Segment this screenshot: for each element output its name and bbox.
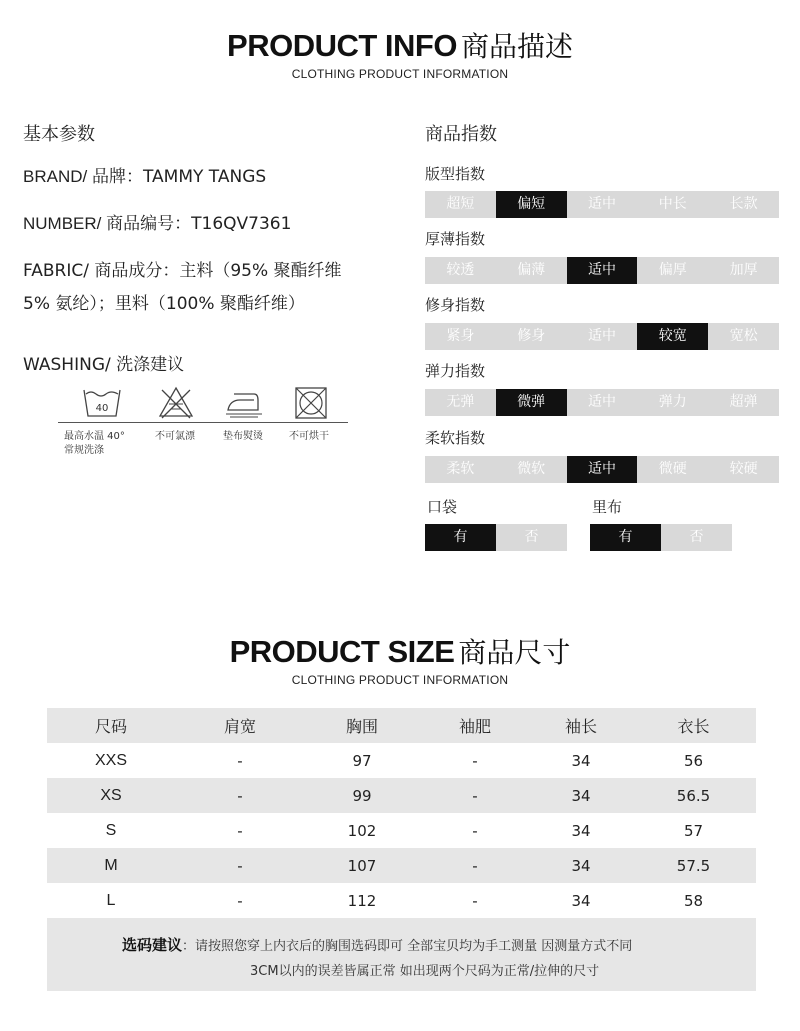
size-advice-text-1: ：请按照您穿上内衣后的胸围选码即可 全部宝贝均为手工测量 因测量方式不同 [182, 939, 633, 954]
scale-option: 中长 [637, 191, 708, 218]
fit-length-title: 版型指数 [425, 165, 486, 183]
table-row [47, 883, 756, 918]
fabric-line-2: 5% 氨纶）；里料（100% 聚酯纤维） [23, 294, 305, 314]
scale-option: 适中 [567, 323, 638, 350]
scale-option: 适中 [567, 456, 638, 483]
number-row [23, 209, 291, 234]
scale-option: 微软 [496, 456, 567, 483]
table-cell: 97 [352, 751, 372, 770]
size-advice-key: 选码建议 [122, 936, 183, 954]
product-size-subtitle: CLOTHING PRODUCT INFORMATION [291, 673, 509, 687]
product-info-subtitle: CLOTHING PRODUCT INFORMATION [291, 67, 509, 81]
iron-cloth-icon [224, 388, 264, 424]
scale-option: 较宽 [637, 323, 708, 350]
washing-label: WASHING/ 洗涤建议 [23, 355, 185, 375]
fit-length-scale [425, 191, 779, 218]
lining-title: 里布 [592, 498, 623, 516]
table-header-row [47, 708, 756, 743]
table-cell: 56.5 [631, 778, 756, 813]
table-cell: XS [47, 778, 175, 813]
table-row [47, 813, 756, 848]
lining-scale [590, 524, 732, 551]
no-bleach-icon [158, 386, 194, 424]
table-cell: 57.5 [631, 848, 756, 883]
scale-option: 偏短 [496, 191, 567, 218]
scale-option: 长款 [708, 191, 779, 218]
header-size: 尺码 [47, 708, 175, 743]
table-cell: - [237, 821, 243, 840]
table-cell: - [419, 848, 531, 883]
header-sleeve-width: 袖肥 [419, 708, 531, 743]
scale-option: 较透 [425, 257, 496, 284]
table-cell: 34 [571, 821, 591, 840]
table-row [47, 778, 756, 813]
header-shoulder: 肩宽 [175, 708, 305, 743]
scale-option: 无弹 [425, 389, 496, 416]
softness-scale [425, 456, 779, 483]
table-cell: 34 [531, 778, 631, 813]
elasticity-title: 弹力指数 [425, 362, 486, 380]
scale-option: 弹力 [637, 389, 708, 416]
no-tumble-dry-icon [294, 386, 328, 424]
table-cell: 99 [305, 778, 419, 813]
product-info-title-en: PRODUCT INFO [227, 28, 457, 63]
table-cell: M [47, 848, 175, 883]
table-cell: 58 [683, 891, 704, 910]
product-size-title-en: PRODUCT SIZE [229, 634, 455, 669]
table-cell: - [472, 751, 478, 770]
table-cell: - [175, 848, 305, 883]
scale-option: 否 [661, 524, 732, 551]
number-value: T16QV7361 [191, 214, 292, 234]
scale-option: 适中 [567, 389, 638, 416]
product-info-title-cn: 商品描述 [460, 30, 573, 63]
scale-option: 偏薄 [496, 257, 567, 284]
table-cell: 107 [305, 848, 419, 883]
product-size-title-cn: 商品尺寸 [458, 636, 571, 669]
table-cell: - [472, 821, 478, 840]
table-cell: S [105, 821, 117, 839]
header-length: 衣长 [631, 708, 756, 743]
scale-option: 适中 [567, 191, 638, 218]
table-cell: - [237, 891, 243, 910]
header-sleeve-length: 袖长 [531, 708, 631, 743]
size-table [47, 708, 756, 918]
scale-option: 加厚 [708, 257, 779, 284]
wash-label-1: 最高水温 40° 常规洗涤 [64, 431, 125, 456]
table-cell: - [237, 751, 243, 770]
slim-fit-scale [425, 323, 779, 350]
brand-label: BRAND/ 品牌： [23, 167, 143, 186]
product-info-header [0, 30, 800, 81]
wash-tub-40-icon [82, 386, 122, 422]
wash-label-2: 不可氯漂 [155, 431, 195, 442]
table-cell: - [419, 778, 531, 813]
table-row [47, 848, 756, 883]
table-cell: XXS [94, 751, 127, 769]
wash-label-4: 不可烘干 [289, 431, 329, 442]
fabric-line-1: FABRIC/ 商品成分：主料（95% 聚酯纤维 [23, 261, 342, 281]
brand-row [23, 162, 266, 187]
pocket-title: 口袋 [427, 498, 458, 516]
table-cell: 34 [571, 751, 591, 770]
scale-option: 修身 [496, 323, 567, 350]
scale-option: 有 [590, 524, 661, 551]
scale-option: 否 [496, 524, 567, 551]
table-cell: 102 [347, 821, 377, 840]
scale-option: 超短 [425, 191, 496, 218]
table-row [47, 743, 756, 778]
scale-option: 偏厚 [637, 257, 708, 284]
elasticity-scale [425, 389, 779, 416]
table-cell: L [106, 891, 116, 909]
number-label: NUMBER/ 商品编号： [23, 214, 192, 233]
table-cell: - [175, 778, 305, 813]
pocket-scale [425, 524, 567, 551]
size-advice-line-1 [122, 934, 632, 955]
scale-option: 较硬 [708, 456, 779, 483]
table-cell: 34 [531, 848, 631, 883]
thickness-scale [425, 257, 779, 284]
scale-option: 有 [425, 524, 496, 551]
wash-temp-number: 40 [95, 403, 109, 414]
scale-option: 超弹 [708, 389, 779, 416]
product-size-header [0, 636, 800, 687]
slim-fit-title: 修身指数 [425, 296, 486, 314]
table-cell: 56 [683, 751, 704, 770]
scale-option: 宽松 [708, 323, 779, 350]
header-chest: 胸围 [305, 708, 419, 743]
basic-params-title: 基本参数 [23, 124, 95, 145]
table-cell: - [472, 891, 478, 910]
size-advice-box [47, 918, 756, 991]
indices-title: 商品指数 [425, 124, 497, 145]
table-cell: 57 [683, 821, 704, 840]
scale-option: 适中 [567, 257, 638, 284]
scale-option: 微弹 [496, 389, 567, 416]
scale-option: 微硬 [637, 456, 708, 483]
scale-option: 柔软 [425, 456, 496, 483]
size-advice-line-2: 3CM以内的误差皆属正常 如出现两个尺码为正常/拉伸的尺寸 [250, 964, 600, 979]
table-cell: 34 [571, 891, 591, 910]
scale-option: 紧身 [425, 323, 496, 350]
table-cell: 112 [347, 891, 377, 910]
softness-title: 柔软指数 [425, 429, 486, 447]
thickness-title: 厚薄指数 [425, 230, 486, 248]
wash-label-3: 垫布熨烫 [223, 431, 263, 442]
brand-value: TAMMY TANGS [142, 167, 267, 187]
